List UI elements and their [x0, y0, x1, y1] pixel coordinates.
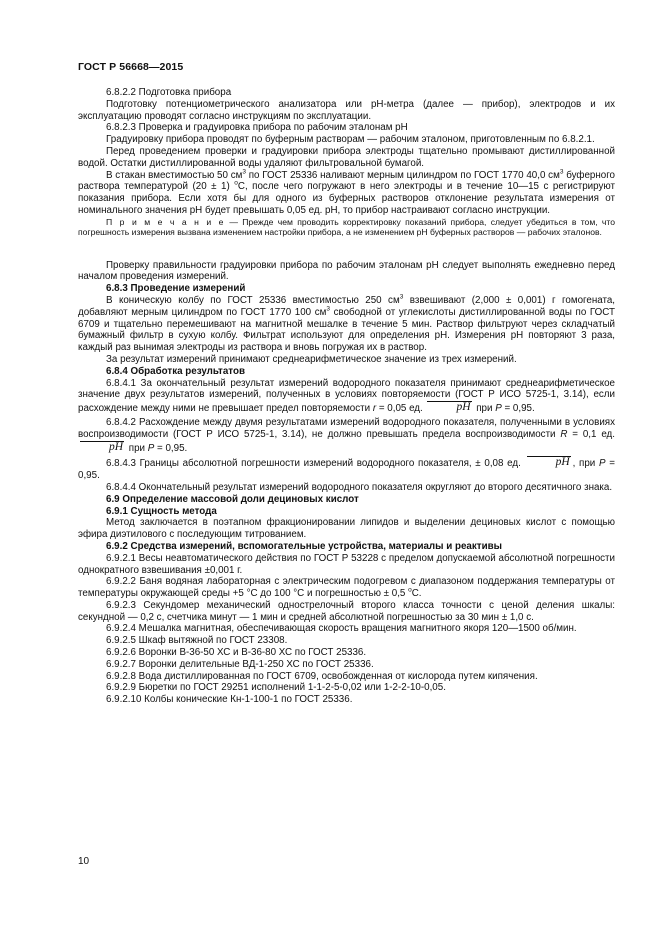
note-label: П р и м е ч а н и е — [106, 216, 226, 227]
section-6-9-2-8: 6.9.2.8 Вода дистиллированная по ГОСТ 6709, освобожденная от кислорода путем кипячения. — [106, 670, 538, 682]
page-number: 10 — [78, 856, 90, 867]
text-run: буферного раствора температурой (20 ± 1) — [78, 169, 616, 193]
note-text: — Прежде чем проводить корректировку показаний прибора, следует убедиться в том, что погрешность измерения вызвана изменением настройки прибора, а не изменением рН буферных растворов — рабочих эталонов. — [78, 216, 616, 238]
section-6-8-2-3-text-1: Градуировку прибора проводят по буферным растворам — рабочим эталоном, приготовленным по 6.8.2.1. — [106, 134, 595, 146]
text-run: при — [126, 442, 148, 454]
section-6-8-4-4: 6.8.4.4 Окончательный результат измерений водородного показателя округляют до второго десятичного знака. — [106, 481, 613, 493]
section-6-9-2-7: 6.9.2.7 Воронки делительные ВД-1-250 ХС по ГОСТ 25336. — [106, 658, 374, 670]
superscript: 3 — [559, 168, 564, 176]
superscript: о — [408, 586, 412, 594]
spacer — [78, 238, 615, 260]
superscript: 3 — [326, 305, 330, 313]
variable-p: P — [599, 458, 606, 470]
section-6-8-2-2-text: Подготовку потенциометрического анализатора или рН-метра (далее — прибор), электродов и их эксплуатацию проводят согласно инструкциям по эксплуатации. — [78, 98, 615, 122]
text-run: С, после чего погружают в него электроды и в течение 10—15 с регистрируют показания прибора. Если хотя бы для одного из буферных растворов отклонение результата измерения от номинального значения рН будет превышать 0,05 ед. рН, то прибор настраивают согласно инструкции. — [78, 181, 615, 216]
section-6-9-2-2 — [78, 576, 615, 600]
text-run: = 0,1 ед. — [567, 428, 615, 440]
text-run: С. — [411, 588, 422, 600]
ph-symbol: pH — [527, 456, 571, 468]
section-6-9-2-title: 6.9.2 Средства измерений, вспомогательные устройства, материалы и реактивы — [106, 540, 502, 552]
variable-p: P — [495, 403, 502, 415]
text-run: = 0,95. — [501, 403, 535, 415]
text-run: по ГОСТ 25336 наливают мерным цилиндром по ГОСТ 1770 40,0 см — [245, 169, 560, 181]
section-6-9-2-9: 6.9.2.9 Бюретки по ГОСТ 29251 исполнений 1-1-2-5-0,02 или 1-2-2-10-0,05. — [106, 682, 446, 694]
section-6-8-2-3-text-4: Проверку правильности градуировки прибора по рабочим эталонам рН следует выполнять ежедневно перед началом проведения измерений. — [78, 259, 615, 283]
text-run: 6.8.4.2 Расхождение между двумя результатами измерений водородного показателя, полученными в условиях воспроизводимости (ГОСТ Р ИСО 5725-1, 3.14), не должно превышать предела воспроизводимости — [78, 416, 615, 440]
section-6-9-2-5: 6.9.2.5 Шкаф вытяжной по ГОСТ 23308. — [106, 635, 288, 647]
section-6-8-4-1 — [78, 378, 615, 415]
variable-p: P — [147, 442, 155, 454]
section-6-8-4-3 — [78, 456, 615, 482]
section-6-8-3-text-1 — [78, 295, 615, 354]
variable-r: r — [372, 403, 377, 415]
document-body — [78, 87, 615, 706]
section-6-8-2-3-text-2: Перед проведением проверки и градуировки прибора электроды тщательно промывают дистиллированной водой. Остатки дистиллированной воды удаляют фильтровальной бумагой. — [78, 145, 615, 169]
text-run: = 0,95. — [154, 442, 188, 454]
section-6-9-2-6: 6.9.2.6 Воронки В-36-50 ХС и В-36-80 ХС по ГОСТ 25336. — [106, 647, 367, 659]
superscript: 3 — [399, 293, 404, 301]
document-header: ГОСТ Р 56668—2015 — [78, 61, 184, 73]
text-run: В стакан вместимостью 50 см — [106, 169, 243, 181]
text-run: при — [473, 403, 496, 415]
section-6-8-2-3-title: 6.8.2.3 Проверка и градуировка прибора по рабочим эталонам рН — [106, 122, 408, 134]
section-6-8-2-3-text-3 — [78, 170, 615, 217]
superscript: о — [234, 180, 238, 188]
section-6-8-4-2 — [78, 417, 615, 454]
section-6-9-2-4: 6.9.2.4 Мешалка магнитная, обеспечивающая скорость вращения магнитного якоря 120—1500 об/мин. — [106, 623, 577, 635]
section-6-8-4-title: 6.8.4 Обработка результатов — [106, 365, 245, 377]
note — [78, 217, 615, 238]
text-run: 6.9.2.2 Баня водяная лабораторная с электрическим подогревом с диапазоном поддержания температуры от температуры окружающей среды +5 °С до 100 °С и погрешностью ± 0,5 — [78, 576, 615, 600]
text-run: = 0,05 ед. — [376, 403, 426, 415]
section-6-9-2-1: 6.9.2.1 Весы неавтоматического действия по ГОСТ Р 53228 с пределом допускаемой абсолютной погрешности однократного взвешивания ±0,001 г. — [78, 552, 615, 576]
superscript: 3 — [242, 168, 246, 176]
text-run: 6.8.4.3 Границы абсолютной погрешности измерений водородного показателя, ± 0,08 ед. — [106, 458, 525, 470]
section-6-8-2-2-title: 6.8.2.2 Подготовка прибора — [106, 87, 232, 98]
section-6-9-1-text: Метод заключается в поэтапном фракционировании липидов и выделении дециновых кислот с помощью эфира диэтилового с последующим титрованием. — [78, 517, 615, 541]
text-run: свободной от углекислоты дистиллированной воды по ГОСТ 6709 и тщательно перемешивают на магнитной мешалке в течение 5 мин. Раствор фильтруют через складчатый бумажный фильтр в сухую колбу. Фильтрат используют для определения рН. Измерения рН повторяют 3 раза, каждый раз вынимая электроды из раствора и вновь погружая их в раствор. — [78, 306, 615, 354]
section-6-9-1-title: 6.9.1 Сущность метода — [106, 505, 217, 517]
section-6-8-3-title: 6.8.3 Проведение измерений — [106, 283, 246, 295]
variable-r-big: R — [560, 428, 568, 440]
text-run: 6.8.4.1 За окончательный результат измерений водородного показателя принимают среднеарифметическое значение двух результатов измерений, полученных в условиях повторяемости (ГОСТ Р ИСО 5725-1, 3.14), если расхождение между ними не превышает предел повторяемости — [78, 377, 615, 415]
section-6-9-2-3: 6.9.2.3 Секундомер механический однострелочный второго класса точности с ценой деления шкалы: секундной — 0,2 с, счетчика минут — 1 мин и средней абсолютной погрешностью за 30 мин ± 1,0 с. — [78, 599, 615, 623]
text-run: В коническую колбу по ГОСТ 25336 вместимостью 250 см — [106, 294, 400, 306]
section-6-9-2-10: 6.9.2.10 Колбы конические Кн-1-100-1 по ГОСТ 25336. — [106, 694, 353, 706]
ph-symbol: pH — [427, 401, 471, 413]
text-run: = 0,95. — [78, 458, 615, 482]
text-run: взвешивают (2,000 ± 0,001) г гомогената, добавляют мерным цилиндром по ГОСТ 1770 100 см — [78, 294, 616, 318]
section-6-8-3-text-2: За результат измерений принимают среднеарифметическое значение из трех измерений. — [106, 353, 517, 365]
ph-symbol: pH — [80, 441, 124, 453]
section-6-9-title: 6.9 Определение массовой доли дециновых кислот — [106, 493, 359, 505]
text-run: , при — [572, 458, 599, 470]
